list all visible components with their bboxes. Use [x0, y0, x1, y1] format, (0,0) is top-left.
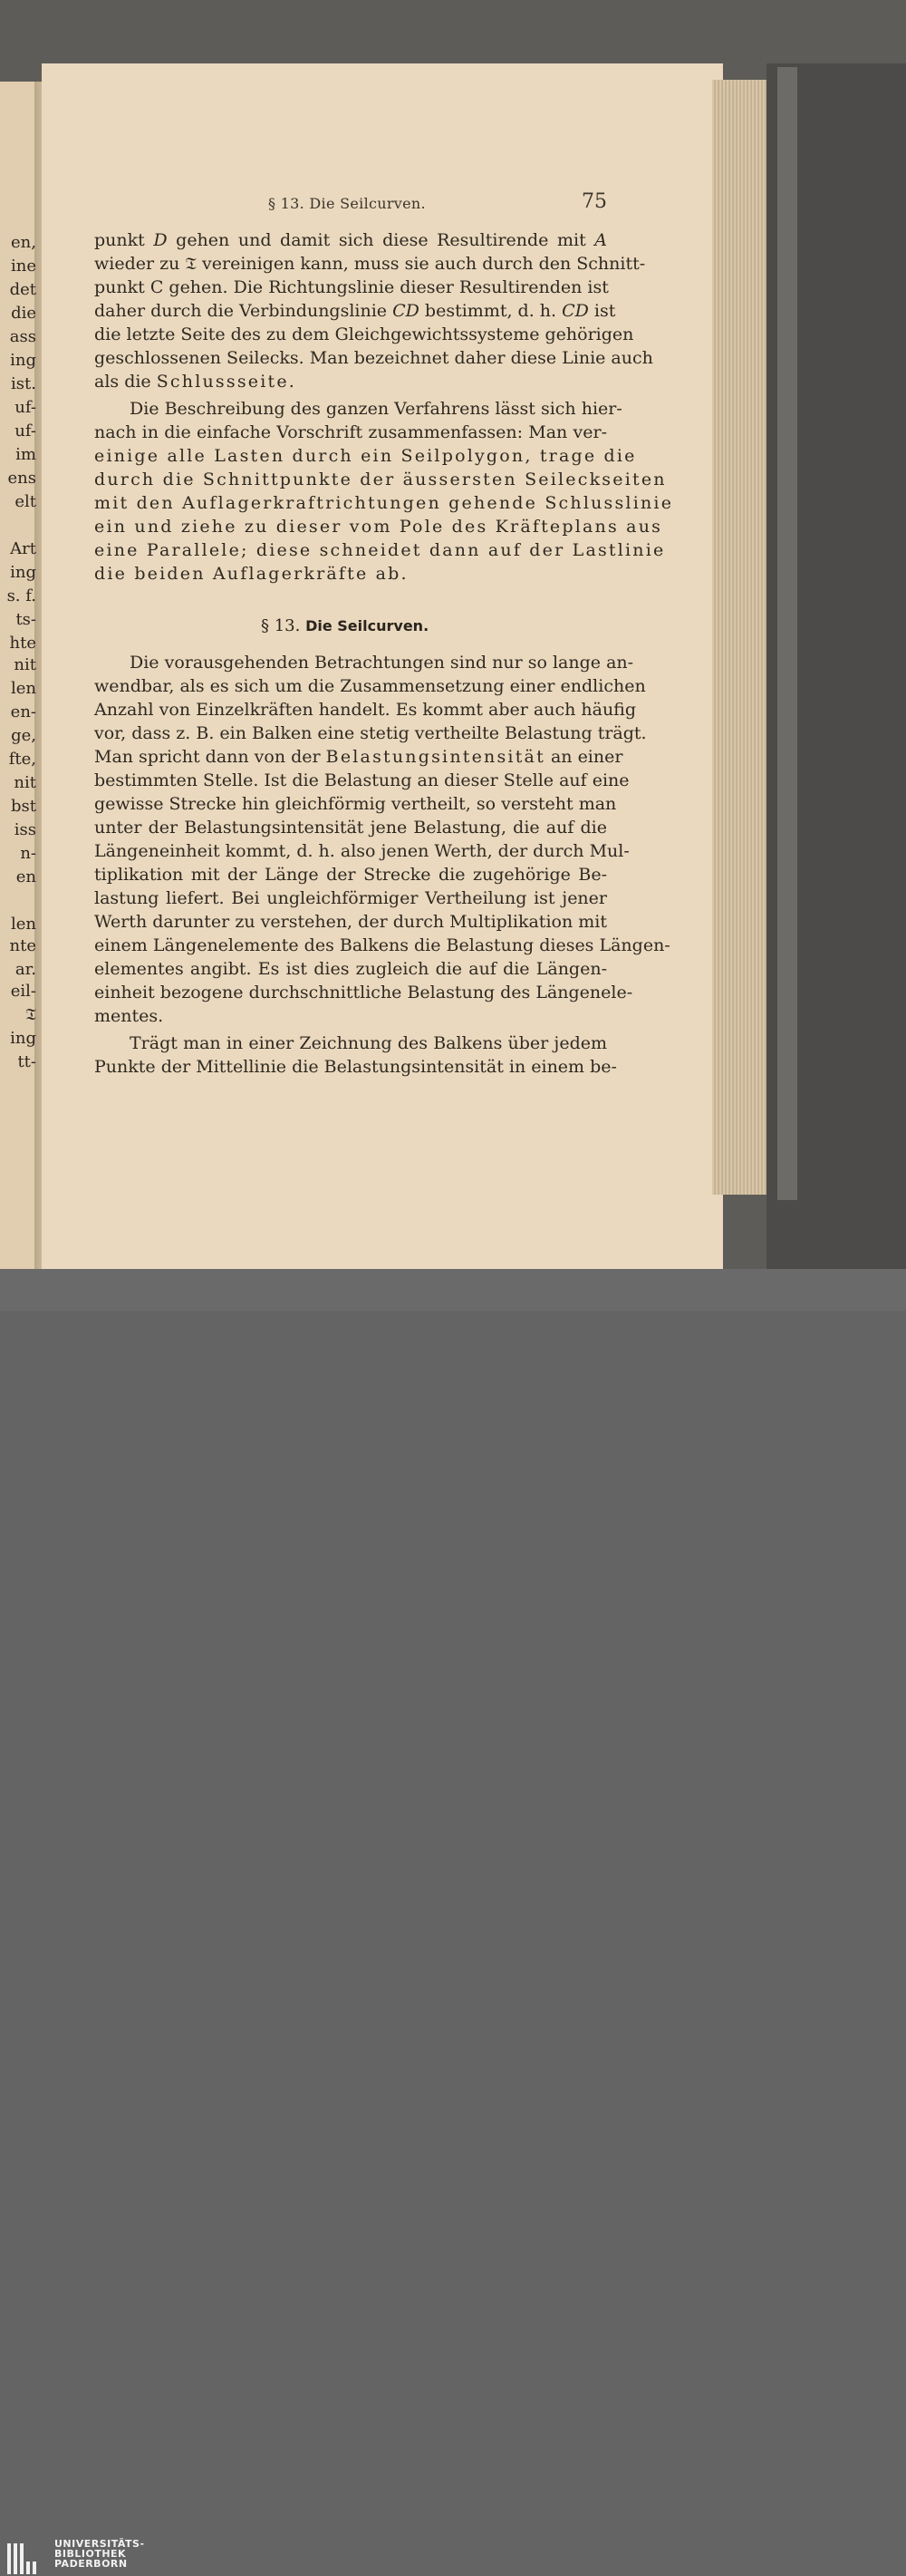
- text-line: punkt C gehen. Die Richtungslinie dieser Resultirenden ist: [94, 277, 609, 297]
- left-page-line-fragment: tt-: [17, 1052, 36, 1071]
- left-page-line-fragment: ing: [10, 351, 36, 370]
- text-line: die beiden Auflagerkräfte ab.: [94, 564, 409, 584]
- left-page-line-fragment: en: [15, 867, 36, 886]
- text-line: Die Beschreibung des ganzen Verfahrens lässt sich hier-: [130, 399, 622, 419]
- section-title: Die Seilcurven.: [305, 617, 429, 634]
- left-page-line-fragment: bst: [11, 797, 36, 816]
- library-name-line: BIBLIOTHEK: [54, 2548, 127, 2560]
- left-page-line-fragment: 𝔗: [25, 1005, 36, 1024]
- text-line: eine Parallele; diese schneidet dann auf der Lastlinie: [94, 540, 666, 560]
- text-line: nach in die einfache Vorschrift zusammenfassen: Man ver-: [94, 422, 607, 442]
- text-line: lastung liefert. Bei ungleichförmiger Vertheilung ist jener: [94, 888, 607, 908]
- left-page-line-fragment: fte,: [8, 750, 36, 769]
- left-page-line-fragment: im: [15, 445, 36, 464]
- library-name-line: PADERBORN: [54, 2558, 128, 2570]
- page-number: 75: [582, 190, 607, 213]
- left-page-line-fragment: uf-: [14, 421, 36, 441]
- left-page-line-fragment: en-: [10, 702, 36, 721]
- left-page-line-fragment: en,: [11, 233, 36, 252]
- left-page-text-fragments: [0, 0, 40, 1269]
- text-line: Man spricht dann von der Belastungsintensität an einer: [94, 747, 623, 767]
- library-name-line: UNIVERSITÄTS-: [54, 2538, 145, 2550]
- left-page-line-fragment: ing: [10, 563, 36, 582]
- left-page-line-fragment: eil-: [10, 982, 36, 1001]
- left-page-line-fragment: n-: [20, 844, 36, 863]
- text-line: geschlossenen Seilecks. Man bezeichnet daher diese Linie auch: [94, 348, 653, 368]
- text-line: einheit bezogene durchschnittliche Belastung des Längenele-: [94, 983, 633, 1002]
- text-line: einem Längenelemente des Balkens die Belastung dieses Längen-: [94, 935, 670, 955]
- text-line: wieder zu 𝔗 vereinigen kann, muss sie auch durch den Schnitt-: [94, 254, 646, 274]
- text-line: vor, dass z. B. ein Balken eine stetig vertheilte Belastung trägt.: [94, 723, 647, 743]
- section-number: § 13.: [261, 616, 301, 635]
- left-page-line-fragment: uf-: [14, 398, 36, 417]
- text-line: unter der Belastungsintensität jene Belastung, die auf die: [94, 818, 607, 838]
- left-page-line-fragment: ine: [10, 257, 36, 276]
- left-page-line-fragment: nte: [9, 936, 36, 955]
- text-line: die letzte Seite des zu dem Gleichgewichtssysteme gehörigen: [94, 324, 634, 344]
- text-line: als die Schlussseite.: [94, 372, 297, 392]
- left-page-line-fragment: len: [10, 679, 36, 698]
- scan-footer-strip: [0, 1269, 906, 2570]
- left-page-line-fragment: ge,: [11, 726, 36, 745]
- text-line: einige alle Lasten durch ein Seilpolygon, trage die: [94, 446, 637, 466]
- text-line: mentes.: [94, 1006, 164, 1026]
- library-logo-icon: [7, 2542, 47, 2576]
- left-page-line-fragment: nit: [14, 655, 36, 674]
- left-page-line-fragment: len: [10, 915, 36, 934]
- text-line: Die vorausgehenden Betrachtungen sind nur so lange an-: [130, 653, 634, 673]
- left-page-line-fragment: elt: [14, 492, 36, 511]
- text-line: mit den Auflagerkraftrichtungen gehende Schlusslinie: [94, 493, 674, 513]
- book-scan: [0, 0, 906, 1269]
- left-page-line-fragment: ar.: [14, 960, 36, 979]
- left-page-line-fragment: iss: [14, 820, 36, 839]
- text-line: ein und ziehe zu dieser vom Pole des Kräfteplans aus: [94, 517, 663, 537]
- text-line: gewisse Strecke hin gleichförmig vertheilt, so versteht man: [94, 794, 617, 814]
- left-page-line-fragment: nit: [14, 773, 36, 792]
- running-header-title: § 13. Die Seilcurven.: [268, 195, 426, 212]
- library-name: [54, 2539, 145, 2569]
- text-line: daher durch die Verbindungslinie CD bestimmt, d. h. CD ist: [94, 301, 616, 321]
- left-page-line-fragment: hte: [9, 634, 36, 653]
- text-line: wendbar, als es sich um die Zusammensetzung einer endlichen: [94, 676, 646, 696]
- text-line: Werth darunter zu verstehen, der durch Multiplikation mit: [94, 912, 607, 932]
- text-line: Trägt man in einer Zeichnung des Balkens über jedem: [130, 1033, 607, 1053]
- text-line: Anzahl von Einzelkräften handelt. Es kommt aber auch häufig: [94, 700, 637, 720]
- text-line: durch die Schnittpunkte der äussersten Seileckseiten: [94, 470, 667, 489]
- left-page-line-fragment: s. f.: [6, 586, 36, 605]
- left-page-line-fragment: ing: [10, 1029, 36, 1048]
- left-page-line-fragment: ass: [9, 327, 36, 346]
- text-line: Längeneinheit kommt, d. h. also jenen Werth, der durch Mul-: [94, 841, 630, 861]
- text-line: elementes angibt. Es ist dies zugleich die auf die Längen-: [94, 959, 607, 979]
- text-line: bestimmten Stelle. Ist die Belastung an dieser Stelle auf eine: [94, 770, 630, 790]
- text-line: Punkte der Mittellinie die Belastungsintensität in einem be-: [94, 1057, 617, 1077]
- cover-board-edge: [777, 67, 797, 1200]
- left-page-line-fragment: ens: [7, 469, 36, 488]
- left-page-line-fragment: ist.: [11, 374, 36, 393]
- left-page-line-fragment: die: [11, 304, 36, 323]
- section-heading: [261, 616, 429, 635]
- text-line: punkt D gehen und damit sich diese Resultirende mit A: [94, 230, 607, 250]
- left-page-line-fragment: ts-: [15, 610, 36, 629]
- left-page-line-fragment: Art: [10, 539, 36, 558]
- left-page-line-fragment: det: [9, 280, 36, 299]
- text-line: tiplikation mit der Länge der Strecke die zugehörige Be-: [94, 865, 607, 885]
